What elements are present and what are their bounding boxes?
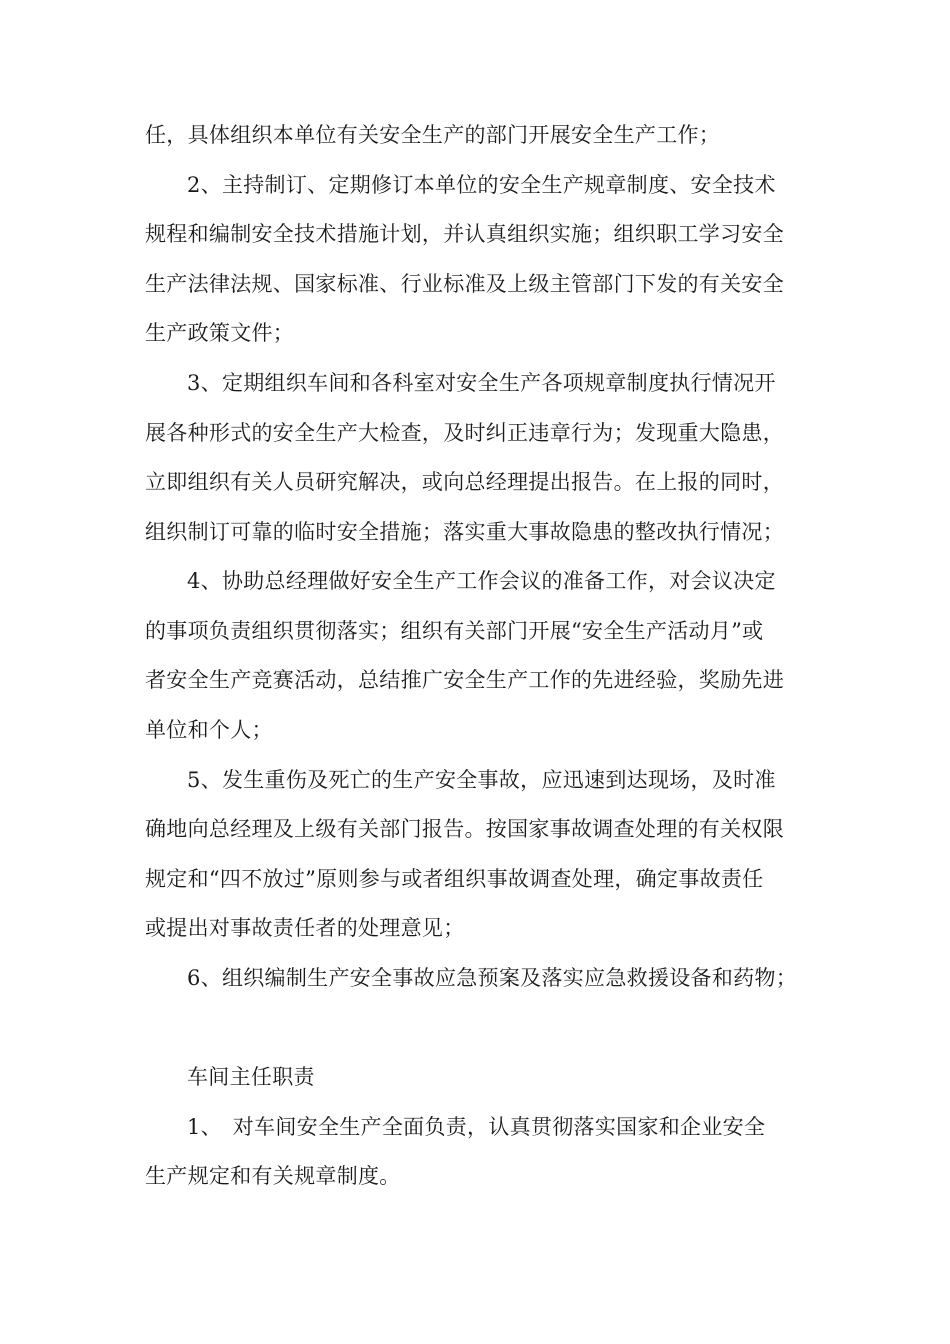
text-line: 确地向总经理及上级有关部门报告。按国家事故调查处理的有关权限: [145, 817, 784, 841]
text-line: 者安全生产竞赛活动，总结推广安全生产工作的先进经验，奖励先进: [145, 668, 784, 692]
text-line: 立即组织有关人员研究解决，或向总经理提出报告。在上报的同时，: [145, 470, 784, 494]
text-line: 生产法律法规、国家标准、行业标准及上级主管部门下发的有关安全: [145, 272, 784, 296]
text-line: 生产政策文件；: [145, 321, 295, 345]
text-line: 生产规定和有关规章制度。: [145, 1164, 401, 1188]
paragraph-item-6-line: 6、组织编制生产安全事故应急预案及落实应急救援设备和药物；: [187, 966, 798, 990]
paragraph-item-2-line: 2、主持制订、定期修订本单位的安全生产规章制度、安全技术: [187, 173, 776, 197]
section-heading: 车间主任职责: [187, 1065, 315, 1089]
text-line: 组织制订可靠的临时安全措施；落实重大事故隐患的整改执行情况；: [145, 520, 784, 544]
text-line: 单位和个人；: [145, 718, 273, 742]
paragraph-item-1-line: 1、 对车间安全生产全面负责，认真贯彻落实国家和企业安全: [187, 1115, 766, 1139]
paragraph-item-4-line: 4、协助总经理做好安全生产工作会议的准备工作，对会议决定: [187, 569, 776, 593]
text-line: 或提出对事故责任者的处理意见；: [145, 916, 465, 940]
text-line: 任，具体组织本单位有关安全生产的部门开展安全生产工作；: [145, 123, 721, 147]
text-line: 规定和“四不放过”原则参与或者组织事故调查处理，确定事故责任: [145, 867, 764, 891]
text-line: 的事项负责组织贯彻落实；组织有关部门开展“安全生产活动月”或: [145, 619, 764, 643]
paragraph-item-3-line: 3、定期组织车间和各科室对安全生产各项规章制度执行情况开: [187, 371, 776, 395]
text-line: 规程和编制安全技术措施计划，并认真组织实施；组织职工学习安全: [145, 222, 784, 246]
text-line: 展各种形式的安全生产大检查，及时纠正违章行为；发现重大隐患，: [145, 421, 784, 445]
paragraph-item-5-line: 5、发生重伤及死亡的生产安全事故，应迅速到达现场，及时准: [187, 768, 776, 792]
